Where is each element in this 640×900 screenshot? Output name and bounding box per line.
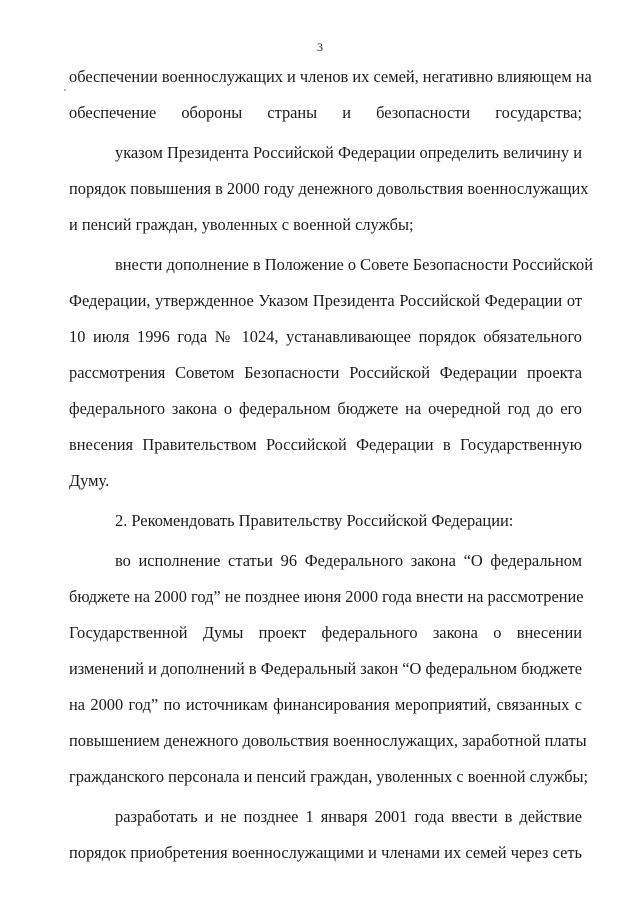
- text-line: Государственной Думы проект федерального закона о внесении: [69, 623, 582, 642]
- paragraph: [69, 138, 589, 246]
- text-line: повышением денежного довольствия военнослужащих, заработной платы: [69, 731, 587, 750]
- text-line: Думу.: [69, 471, 110, 490]
- text-line: бюджете на 2000 год” не позднее июня 2000 года внести на рассмотрение: [69, 587, 584, 606]
- text-line: 2. Рекомендовать Правительству Российской Федерации:: [115, 511, 514, 530]
- paragraph: [69, 802, 582, 874]
- text-line: обеспечении военнослужащих и членов их семей, негативно влияющем на: [69, 67, 592, 86]
- text-line: федерального закона о федеральном бюджете на очередной год до его: [69, 399, 582, 418]
- text-line: во исполнение статьи 96 Федерального закона “О федеральном: [115, 551, 582, 570]
- paragraph: [69, 250, 593, 502]
- text-line: внесения Правительством Российской Федерации в Государственную: [69, 435, 582, 454]
- text-line: внести дополнение в Положение о Совете Безопасности Российской: [115, 255, 593, 274]
- text-line: и пенсий граждан, уволенных с военной службы;: [69, 215, 414, 234]
- scan-speck: [64, 89, 66, 91]
- text-line: обеспечение обороны страны и безопасности государства;: [69, 103, 582, 122]
- paragraph: [69, 546, 589, 798]
- paragraph: [69, 506, 582, 542]
- text-line: порядок повышения в 2000 году денежного довольствия военнослужащих: [69, 179, 589, 198]
- text-line: рассмотрения Советом Безопасности Российской Федерации проекта: [69, 363, 582, 382]
- page-number: 3: [317, 40, 323, 54]
- text-line: 10 июля 1996 года № 1024, устанавливающее порядок обязательного: [69, 327, 582, 346]
- text-line: разработать и не позднее 1 января 2001 года ввести в действие: [115, 807, 582, 826]
- text-line: на 2000 год” по источникам финансирования мероприятий, связанных с: [69, 695, 582, 714]
- text-line: порядок приобретения военнослужащими и членами их семей через сеть: [69, 843, 582, 862]
- document-body: [69, 62, 593, 874]
- text-line: Федерации, утвержденное Указом Президента Российской Федерации от: [69, 291, 582, 310]
- text-line: гражданского персонала и пенсий граждан, уволенных с военной службы;: [69, 767, 589, 786]
- paragraph: [69, 62, 592, 134]
- text-line: изменений и дополнений в Федеральный закон “О федеральном бюджете: [69, 659, 583, 678]
- text-line: указом Президента Российской Федерации определить величину и: [115, 143, 582, 162]
